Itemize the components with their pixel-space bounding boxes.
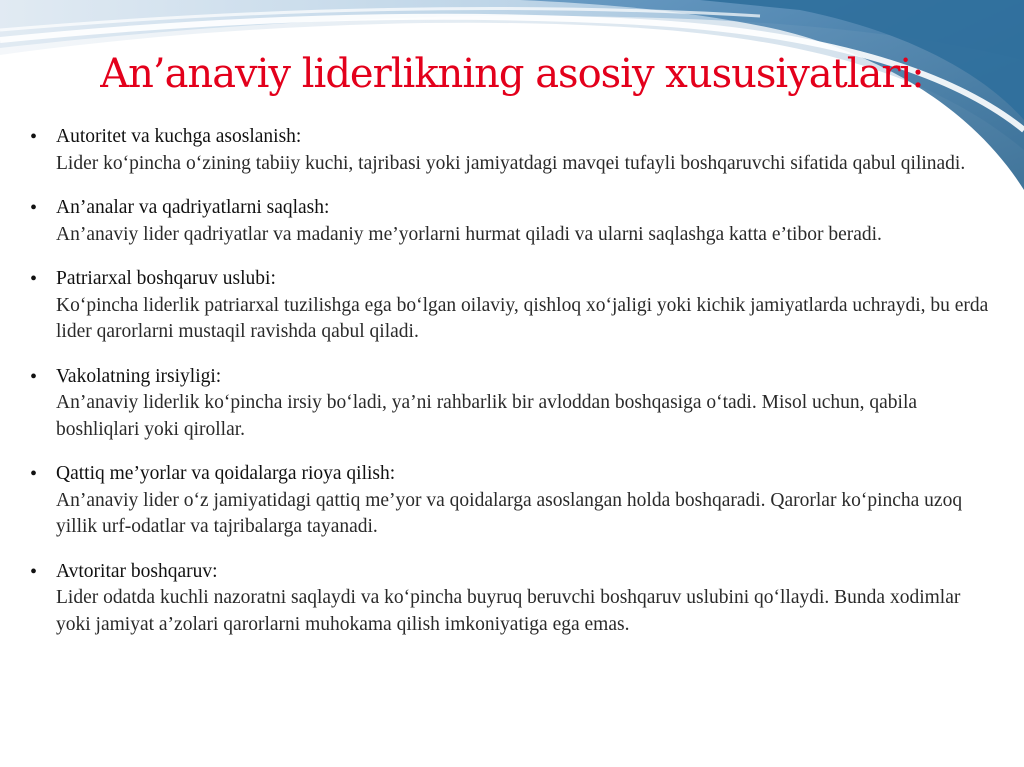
item-title: Patriarxal boshqaruv uslubi:	[56, 268, 276, 289]
item-title: Autoritet va kuchga asoslanish:	[56, 126, 302, 147]
list-item	[30, 461, 990, 541]
item-description: An’anaviy lider o‘z jamiyatidagi qattiq me’yor va qoidalarga asoslangan holda boshqaradi. Qarorlar ko‘pincha uzoq yillik urf-odatlar va tajribalarga tayanadi.	[56, 489, 963, 537]
item-description: An’anaviy liderlik ko‘pincha irsiy bo‘ladi, ya’ni rahbarlik bir avloddan boshqasiga o‘tadi. Misol uchun, qabila boshliqlari yoki qirollar.	[56, 392, 918, 440]
bullet-icon: •	[30, 560, 38, 583]
list-item	[30, 364, 990, 444]
list-item	[30, 266, 990, 346]
item-description: Ko‘pincha liderlik patriarxal tuzilishga ega bo‘lgan oilaviy, qishloq xo‘jaligi yoki kichik jamiyatlarda uchraydi, bu erda lider qarorlarni mustaqil ravishda qabul qiladi.	[56, 294, 989, 342]
item-title: Vakolatning irsiyligi:	[56, 365, 222, 387]
bullet-list	[30, 124, 990, 656]
bullet-icon: •	[30, 463, 38, 485]
item-description: An’anaviy lider qadriyatlar va madaniy me’yorlarni hurmat qiladi va ularni saqlashga katta e’tibor beradi.	[56, 223, 882, 245]
bullet-icon: •	[30, 268, 38, 290]
bullet-icon: •	[30, 365, 38, 388]
item-description: Lider odatda kuchli nazoratni saqlaydi va ko‘pincha buyruq beruvchi boshqaruv uslubini qo‘llaydi. Bunda xodimlar yoki jamiyat a’zolari qarorlarni muhokama qilish imkoniyatiga ega emas.	[56, 587, 961, 635]
item-title: Avtoritar boshqaruv:	[56, 560, 218, 582]
item-title: An’analar va qadriyatlarni saqlash:	[56, 197, 330, 218]
list-item	[30, 559, 990, 639]
list-item	[30, 124, 990, 177]
item-title: Qattiq me’yorlar va qoidalarga rioya qilish:	[56, 463, 396, 484]
slide-title: An’anaviy liderlikning asosiy xususiyatlari:	[100, 51, 924, 97]
item-description: Lider ko‘pincha o‘zining tabiiy kuchi, tajribasi yoki jamiyatdagi mavqei tufayli boshqaruvchi sifatida qabul qilinadi.	[56, 152, 966, 174]
bullet-icon: •	[30, 126, 38, 148]
bullet-icon: •	[30, 197, 38, 219]
list-item	[30, 195, 990, 248]
